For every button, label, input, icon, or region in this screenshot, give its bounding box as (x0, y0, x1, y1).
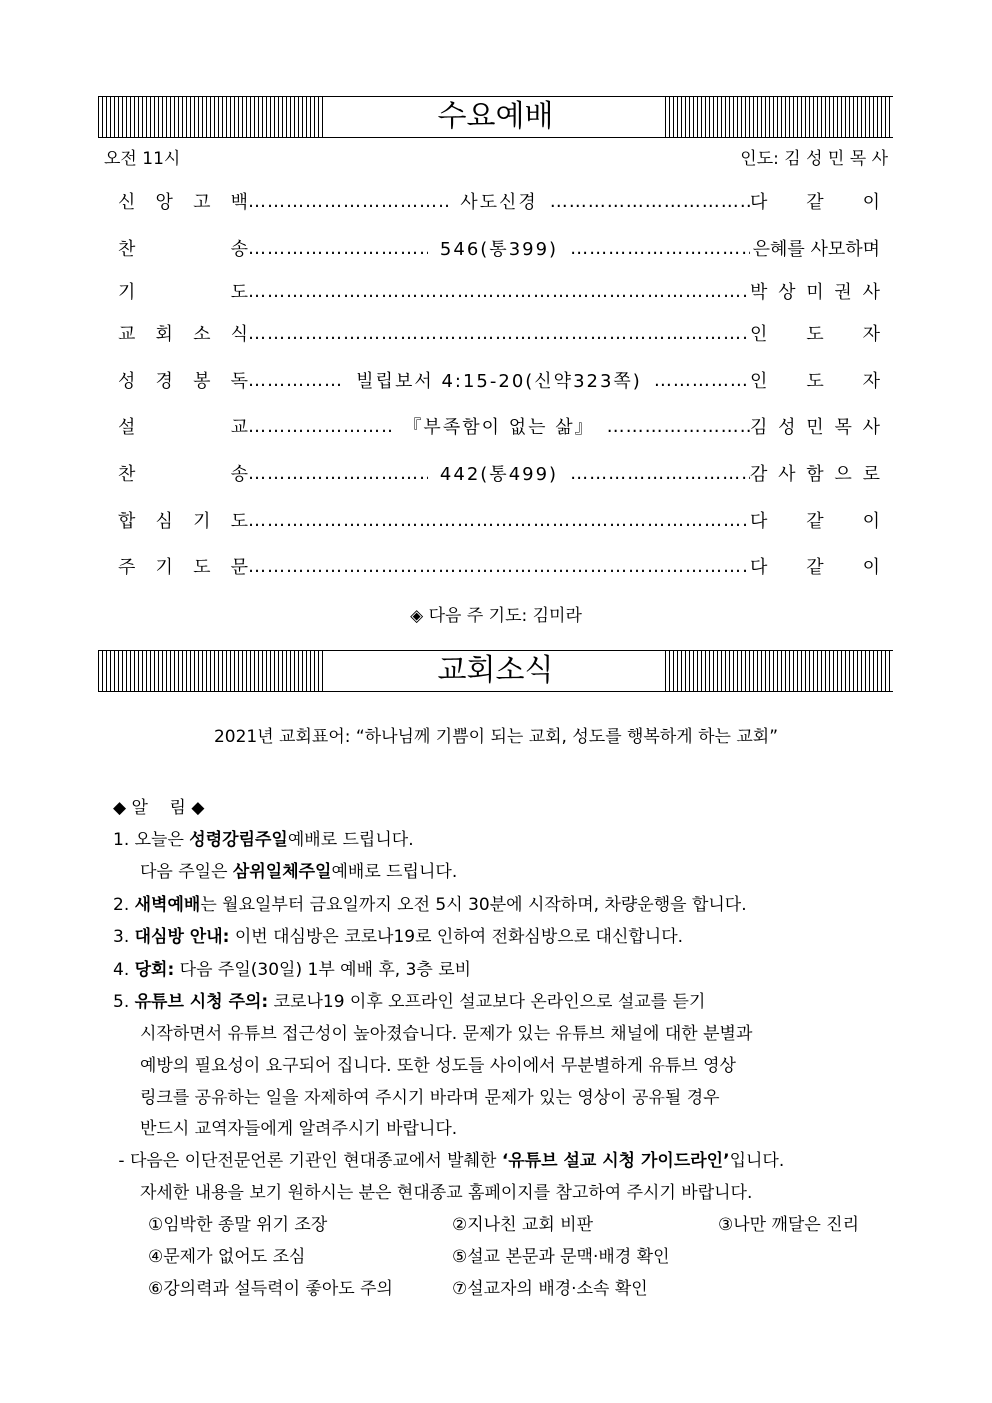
service-title-bar (98, 96, 893, 138)
performer-char: 감 (750, 464, 768, 485)
notice-emphasis: 새벽예배 (134, 895, 201, 915)
label-char: 봉 (193, 371, 211, 392)
performer-char: 김 (750, 417, 768, 438)
notice-line (140, 1178, 752, 1203)
notice-text: 다음 주일(30일) 1부 예배 후, 3층 로비 (174, 960, 472, 980)
performer-char: 미 (806, 282, 824, 303)
notice-line (113, 955, 471, 980)
label-char: 식 (230, 324, 248, 345)
order-row (118, 235, 880, 261)
performer-char: 도 (806, 371, 824, 392)
hatch-decoration (98, 97, 326, 137)
performer-char: 이 (862, 192, 880, 213)
performer-char: 인 (750, 371, 768, 392)
dot-leader (248, 416, 391, 437)
performer-char: 사 (862, 417, 880, 438)
notice-text: 2. (113, 895, 135, 915)
label-char: 기 (118, 282, 136, 303)
service-leader: 인도: 김 성 민 목 사 (740, 149, 888, 169)
performer-char: 같 (806, 511, 824, 532)
dot-leader (654, 370, 750, 391)
label-char: 기 (193, 511, 211, 532)
order-row (118, 413, 880, 439)
order-performer (750, 553, 880, 579)
performer-char: 같 (806, 557, 824, 578)
notice-emphasis: 대심방 안내: (134, 927, 230, 947)
performer-char: 다 (750, 192, 768, 213)
notice-line (140, 1083, 720, 1108)
performer-char: 성 (778, 417, 796, 438)
dot-leader (248, 281, 750, 302)
order-row (118, 367, 880, 393)
notice-emphasis: 당회: (134, 960, 175, 980)
order-label (118, 460, 248, 486)
label-char: 백 (230, 192, 248, 213)
hatch-decoration (98, 651, 326, 691)
label-char: 합 (118, 511, 136, 532)
dot-leader (550, 191, 750, 212)
order-row (118, 320, 880, 346)
performer-char: 은혜를 사모하며 (752, 239, 880, 260)
notice-text: 3. (113, 927, 135, 947)
label-char: 교 (118, 324, 136, 345)
label-char: 경 (155, 371, 173, 392)
news-title: 교회소식 (437, 653, 554, 688)
notice-heading: ◆ 알 림 ◆ (113, 798, 205, 818)
notice-text: 입니다. (729, 1151, 785, 1171)
label-char: 도 (193, 557, 211, 578)
order-performer (750, 507, 880, 533)
notice-text: 자세한 내용을 보기 원하시는 분은 현대종교 홈페이지를 참고하여 주시기 바랍니다. (140, 1183, 753, 1203)
label-char: 주 (118, 557, 136, 578)
notice-line (140, 1114, 457, 1139)
order-content: 546(통399) (439, 239, 559, 260)
hatch-decoration (665, 97, 893, 137)
notice-text: 4. (113, 960, 135, 980)
performer-char: 다 (750, 557, 768, 578)
dot-leader (248, 463, 428, 484)
dot-leader (248, 191, 448, 212)
performer-char: 박 (750, 282, 768, 303)
dot-leader (248, 370, 344, 391)
notice-emphasis: 유튜브 시청 주의: (134, 992, 269, 1012)
performer-char: 권 (834, 282, 852, 303)
label-char: 찬 (118, 464, 136, 485)
notice-text: 예방의 필요성이 요구되어 집니다. 또한 성도들 사이에서 무분별하게 유튜브 영상 (140, 1056, 736, 1076)
guideline-item: ⑤설교 본문과 문맥·배경 확인 (452, 1247, 670, 1267)
order-label (118, 413, 248, 439)
label-char: 설 (118, 417, 136, 438)
notice-emphasis: 성령강림주일 (189, 830, 288, 850)
label-char: 도 (230, 511, 248, 532)
dot-leader (248, 510, 750, 531)
notice-line (113, 922, 683, 947)
label-char: 송 (230, 464, 248, 485)
order-row (118, 507, 880, 533)
performer-char: 다 (750, 511, 768, 532)
performer-char: 목 (834, 417, 852, 438)
guideline-item: ⑦설교자의 배경·소속 확인 (452, 1279, 648, 1299)
order-content: 『부족함이 없는 삶』 (403, 417, 595, 438)
next-prayer: ◈ 다음 주 기도: 김미라 (410, 606, 582, 626)
notice-text: 다음 주일은 (140, 862, 233, 882)
order-label (118, 553, 248, 579)
performer-char: 사 (862, 282, 880, 303)
performer-char: 로 (862, 464, 880, 485)
performer-char: 이 (862, 511, 880, 532)
notice-line (140, 1051, 736, 1076)
guideline-item: ③나만 깨달은 진리 (718, 1215, 860, 1235)
service-meta (104, 144, 888, 169)
notice-line (140, 1019, 752, 1044)
order-label (118, 188, 248, 214)
label-char: 고 (193, 192, 211, 213)
notice-text: 5. (113, 992, 135, 1012)
guideline-item: ②지나친 교회 비판 (452, 1215, 594, 1235)
notice-emphasis: ‘유튜브 설교 시청 가이드라인’ (501, 1151, 730, 1171)
notice-text: 링크를 공유하는 일을 자제하여 주시기 바라며 문제가 있는 영상이 공유될 경우 (140, 1088, 720, 1108)
notice-text: 코로나19 이후 오프라인 설교보다 온라인으로 설교를 듣기 (268, 992, 706, 1012)
news-title-bar (98, 650, 893, 692)
notice-line (113, 987, 705, 1012)
order-row (118, 460, 880, 486)
dot-leader (248, 323, 750, 344)
order-performer (750, 188, 880, 214)
performer-char: 도 (806, 324, 824, 345)
performer-char: 함 (806, 464, 824, 485)
order-performer (750, 320, 880, 346)
service-time: 오전 11시 (104, 149, 181, 169)
order-label (118, 367, 248, 393)
notice-line (113, 1146, 784, 1171)
label-char: 기 (155, 557, 173, 578)
label-char: 찬 (118, 239, 136, 260)
performer-char: 인 (750, 324, 768, 345)
guideline-item: ①임박한 종말 위기 조장 (148, 1215, 328, 1235)
church-motto: 2021년 교회표어: “하나님께 기쁨이 되는 교회, 성도를 행복하게 하는 교회” (213, 727, 779, 747)
label-char: 도 (230, 282, 248, 303)
hatch-decoration (665, 651, 893, 691)
order-performer (750, 278, 880, 304)
performer-char: 민 (806, 417, 824, 438)
notice-text: 이번 대심방은 코로나19로 인하여 전화심방으로 대신합니다. (229, 927, 684, 947)
label-char: 신 (118, 192, 136, 213)
dot-leader (248, 238, 428, 259)
notice-line (140, 857, 457, 882)
performer-char: 사 (778, 464, 796, 485)
order-label (118, 235, 248, 261)
order-row (118, 278, 880, 304)
label-char: 소 (193, 324, 211, 345)
dot-leader (607, 416, 750, 437)
performer-char: 상 (778, 282, 796, 303)
order-label (118, 507, 248, 533)
dot-leader (248, 556, 750, 577)
label-char: 회 (155, 324, 173, 345)
performer-char: 같 (806, 192, 824, 213)
label-char: 문 (230, 557, 248, 578)
label-char: 성 (118, 371, 136, 392)
order-performer (750, 367, 880, 393)
notice-line (113, 890, 747, 915)
notice-text: 는 월요일부터 금요일까지 오전 5시 30분에 시작하며, 차량운행을 합니다. (200, 895, 747, 915)
order-performer (750, 413, 880, 439)
order-performer (750, 460, 880, 486)
notice-text: - 다음은 이단전문언론 기관인 현대종교에서 발췌한 (113, 1151, 502, 1171)
label-char: 독 (230, 371, 248, 392)
order-content: 사도신경 (460, 192, 538, 213)
performer-char: 자 (862, 324, 880, 345)
order-content: 빌립보서 4:15-20(신약323쪽) (356, 371, 642, 392)
label-char: 교 (230, 417, 248, 438)
label-char: 송 (230, 239, 248, 260)
performer-char: 으 (834, 464, 852, 485)
order-label (118, 320, 248, 346)
dot-leader (570, 463, 750, 484)
order-row (118, 553, 880, 579)
notice-emphasis: 삼위일체주일 (232, 862, 332, 882)
order-content: 442(통499) (439, 464, 559, 485)
order-label (118, 278, 248, 304)
service-title: 수요예배 (437, 99, 554, 134)
notice-text: 예배로 드립니다. (287, 830, 414, 850)
performer-char: 자 (862, 371, 880, 392)
order-performer (750, 235, 880, 261)
notice-text: 반드시 교역자들에게 알려주시기 바랍니다. (140, 1119, 458, 1139)
dot-leader (570, 238, 750, 259)
performer-char: 이 (862, 557, 880, 578)
label-char: 앙 (155, 192, 173, 213)
notice-text: 1. 오늘은 (113, 830, 190, 850)
guideline-item: ⑥강의력과 설득력이 좋아도 주의 (148, 1279, 393, 1299)
notice-text: 시작하면서 유튜브 접근성이 높아졌습니다. 문제가 있는 유튜브 채널에 대한 분별과 (140, 1024, 753, 1044)
guideline-item: ④문제가 없어도 조심 (148, 1247, 306, 1267)
label-char: 심 (155, 511, 173, 532)
notice-line (113, 825, 414, 850)
notice-text: 예배로 드립니다. (331, 862, 458, 882)
order-row (118, 188, 880, 214)
